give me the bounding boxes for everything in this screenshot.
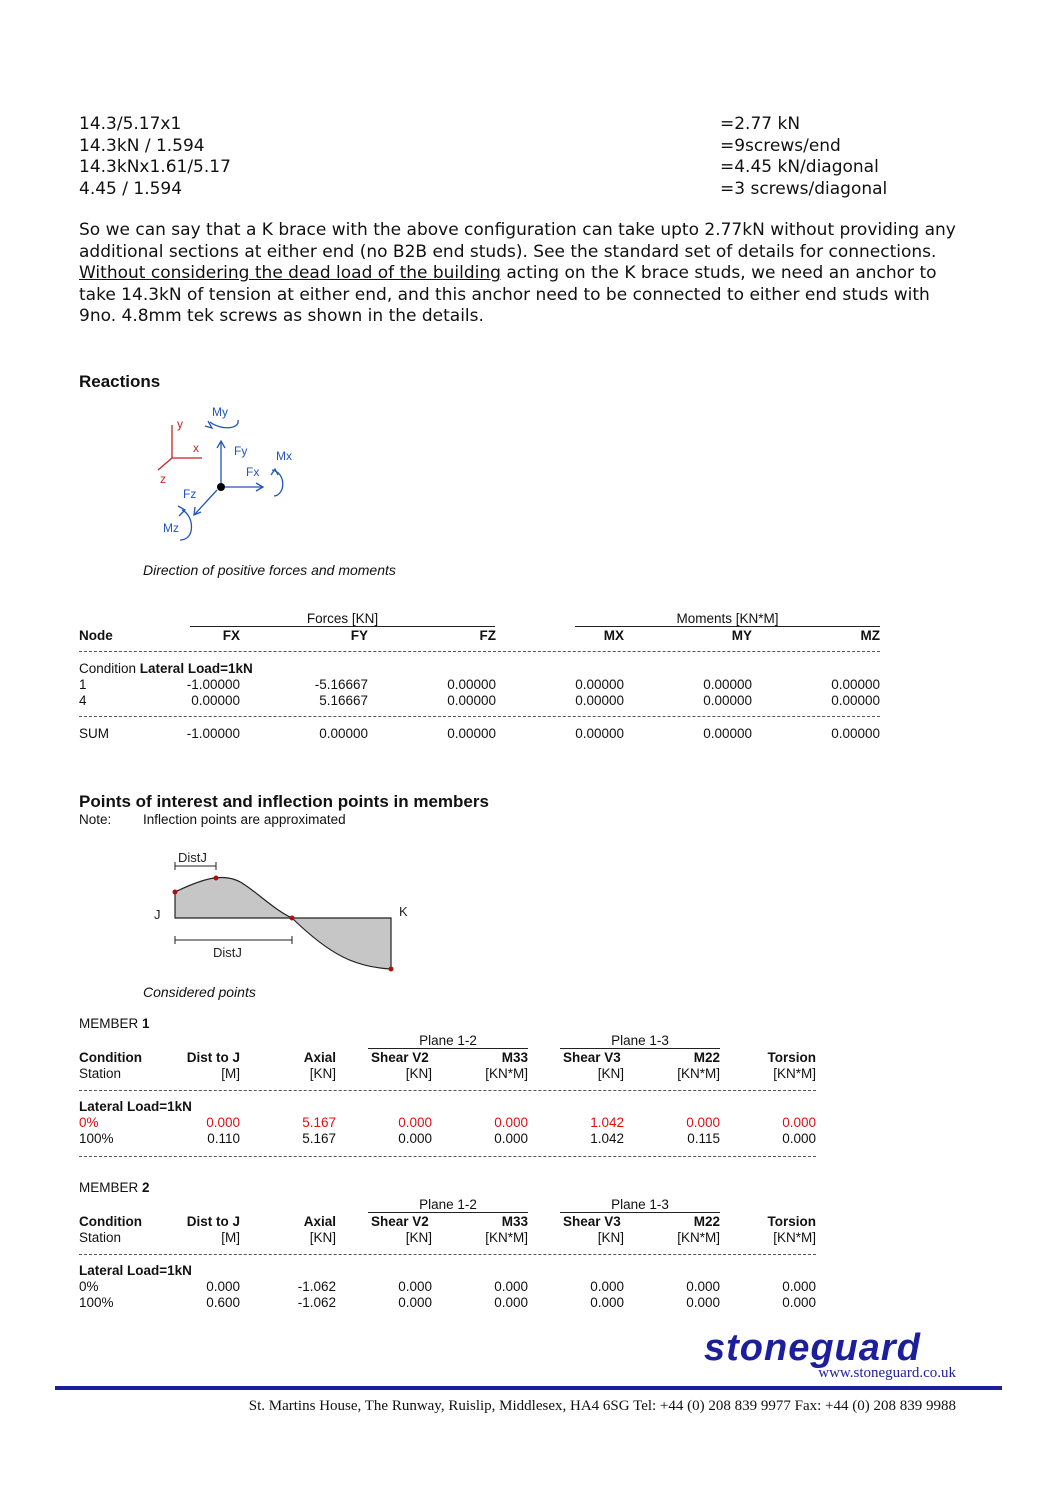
calc-result-2: =9screws/end — [720, 135, 841, 156]
cell-mx: 0.00000 — [575, 693, 624, 708]
cell-station: 100% — [79, 1295, 114, 1310]
unit-torsion: [KN*M] — [773, 1230, 816, 1245]
table-divider — [79, 651, 880, 652]
cell-mx: 0.00000 — [575, 677, 624, 692]
col-fy: FY — [350, 628, 368, 643]
hdr-m22: M22 — [693, 1214, 720, 1229]
poi-caption: Considered points — [143, 984, 256, 1000]
paragraph-part-2: acting on the K brace studs, we need an anchor to take 14.3kN of tension at either end, and this anchor need to be connected to either end studs with 9no. 4.8mm tek screws as shown in the details. — [79, 263, 937, 326]
cell-fx: -1.00000 — [186, 677, 240, 692]
cell-fz: 0.00000 — [447, 677, 496, 692]
hdr-dist: Dist to J — [186, 1214, 240, 1229]
plane13-header: Plane 1-3 — [611, 1033, 669, 1048]
hdr-torsion: Torsion — [767, 1214, 816, 1229]
paragraph-part-1: So we can say that a K brace with the above configuration can take upto 2.77kN without providing any additional sections at either end (no B2B end studs). See the standard set of details for connections. — [79, 220, 956, 262]
unit-torsion: [KN*M] — [773, 1066, 816, 1081]
cell-m22: 0.000 — [686, 1279, 720, 1294]
cell-fx: 0.00000 — [191, 693, 240, 708]
unit-m33: [KN*M] — [485, 1066, 528, 1081]
member-condition: Lateral Load=1kN — [79, 1099, 192, 1114]
calc-expr-3: 14.3kNx1.61/5.17 — [79, 157, 231, 177]
col-mz: MZ — [860, 628, 880, 643]
cell-shear-v3: 1.042 — [590, 1131, 624, 1146]
col-mx: MX — [603, 628, 624, 643]
unit-shear-v2: [KN] — [405, 1066, 432, 1081]
moment-mz-label: Mz — [163, 521, 179, 535]
hdr-shear-v2: Shear V2 — [371, 1214, 429, 1229]
hdr-axial: Axial — [303, 1214, 336, 1229]
cell-shear-v3: 0.000 — [590, 1279, 624, 1294]
condition-prefix: Condition — [79, 661, 140, 676]
unit-m22: [KN*M] — [677, 1230, 720, 1245]
cell-dist: 0.600 — [206, 1295, 240, 1310]
axis-z-label: z — [160, 472, 166, 486]
logo-wordmark: stoneguard — [704, 1327, 921, 1368]
hdr-m33: M33 — [501, 1050, 528, 1065]
plane13-rule — [560, 1212, 720, 1213]
sum-fy: 0.00000 — [319, 726, 368, 741]
poi-note-label: Note: — [79, 812, 112, 827]
forces-group-header: Forces [KN] — [306, 611, 379, 626]
cell-fy: 5.16667 — [319, 693, 368, 708]
hdr-shear-v3: Shear V3 — [563, 1214, 621, 1229]
k-end-label: K — [399, 904, 408, 919]
cell-my: 0.00000 — [703, 677, 752, 692]
calc-result-1: =2.77 kN — [720, 114, 801, 134]
calc-expr-2: 14.3kN / 1.594 — [79, 135, 205, 156]
cell-m33: 0.000 — [494, 1131, 528, 1146]
sum-label: SUM — [79, 726, 109, 741]
hdr-m33: M33 — [501, 1214, 528, 1229]
cell-shear-v2: 0.000 — [398, 1279, 432, 1294]
force-fx-label: Fx — [246, 465, 260, 479]
cell-dist: 0.000 — [206, 1279, 240, 1294]
calc-result-4: =3 screws/diagonal — [720, 178, 888, 199]
cell-my: 0.00000 — [703, 693, 752, 708]
cell-m22: 0.115 — [687, 1131, 720, 1146]
unit-m33: [KN*M] — [485, 1230, 528, 1245]
member-condition: Lateral Load=1kN — [79, 1263, 192, 1278]
cell-axial: 5.167 — [302, 1115, 336, 1130]
unit-m22: [KN*M] — [677, 1066, 720, 1081]
plane12-header: Plane 1-2 — [419, 1197, 477, 1212]
col-my: MY — [731, 628, 752, 643]
table-divider — [79, 1090, 816, 1091]
axis-y-label: y — [177, 417, 183, 431]
stoneguard-logo — [700, 1322, 965, 1368]
plane12-rule — [368, 1212, 528, 1213]
sum-my: 0.00000 — [703, 726, 752, 741]
node-id: 4 — [79, 693, 87, 708]
moment-mx-label: Mx — [276, 449, 292, 463]
poi-note-text: Inflection points are approximated — [143, 812, 346, 827]
moment-diagram-shape — [175, 877, 391, 969]
table-divider — [79, 1156, 816, 1157]
cell-shear-v3: 0.000 — [590, 1295, 624, 1310]
sum-mz: 0.00000 — [831, 726, 880, 741]
cell-shear-v2: 0.000 — [398, 1295, 432, 1310]
col-node: Node — [79, 628, 113, 643]
sum-fz: 0.00000 — [447, 726, 496, 741]
cell-shear-v2: 0.000 — [398, 1131, 432, 1146]
cell-station: 0% — [79, 1115, 99, 1130]
hdr-shear-v3: Shear V3 — [563, 1050, 621, 1065]
force-arrows — [178, 420, 283, 540]
cell-mz: 0.00000 — [831, 693, 880, 708]
table-divider — [79, 716, 880, 717]
cell-dist: 0.000 — [206, 1115, 240, 1130]
moment-my-label: My — [212, 405, 228, 419]
cell-axial: 5.167 — [302, 1131, 336, 1146]
moments-group-header: Moments [KN*M] — [676, 611, 779, 626]
cell-shear-v2: 0.000 — [398, 1115, 432, 1130]
calc-expr-4: 4.45 / 1.594 — [79, 178, 183, 199]
hdr-axial: Axial — [303, 1050, 336, 1065]
member-number: 2 — [142, 1180, 150, 1195]
unit-axial: [KN] — [309, 1230, 336, 1245]
moments-group-rule — [575, 626, 880, 627]
poi-heading: Points of interest and inflection points in members — [79, 792, 489, 811]
footer-rule — [55, 1386, 1002, 1390]
unit-axial: [KN] — [309, 1066, 336, 1081]
footer-address: St. Martins House, The Runway, Ruislip, Middlesex, HA4 6SG Tel: +44 (0) 208 839 9977 Fax: +44 (0) 208 839 9988 — [248, 1398, 956, 1414]
distj-top-label: DistJ — [178, 850, 207, 865]
hdr-condition: Condition — [79, 1214, 142, 1229]
unit-shear-v3: [KN] — [597, 1230, 624, 1245]
col-fx: FX — [222, 628, 240, 643]
reactions-axis-diagram — [150, 400, 320, 550]
unit-dist: [M] — [221, 1066, 240, 1081]
cell-fz: 0.00000 — [447, 693, 496, 708]
unit-dist: [M] — [221, 1230, 240, 1245]
hdr-shear-v2: Shear V2 — [371, 1050, 429, 1065]
plane13-header: Plane 1-3 — [611, 1197, 669, 1212]
cell-torsion: 0.000 — [782, 1115, 816, 1130]
cell-m22: 0.000 — [686, 1115, 720, 1130]
moment-diagram — [145, 845, 425, 980]
plane12-rule — [368, 1048, 528, 1049]
cell-axial: -1.062 — [297, 1295, 336, 1310]
condition-name: Lateral Load=1kN — [139, 661, 253, 676]
force-fz-label: Fz — [183, 487, 197, 501]
cell-m33: 0.000 — [494, 1295, 528, 1310]
cell-axial: -1.062 — [297, 1279, 336, 1294]
paragraph-underlined: Without considering the dead load of the building — [79, 263, 501, 283]
j-end-label: J — [154, 907, 161, 922]
cell-m22: 0.000 — [686, 1295, 720, 1310]
force-fy-label: Fy — [234, 444, 248, 458]
distj-bottom-label: DistJ — [213, 945, 242, 960]
plane12-header: Plane 1-2 — [419, 1033, 477, 1048]
cell-torsion: 0.000 — [782, 1295, 816, 1310]
node-id: 1 — [79, 677, 87, 692]
reactions-caption: Direction of positive forces and moments — [143, 562, 396, 578]
footer-website[interactable]: www.stoneguard.co.uk — [818, 1365, 956, 1381]
unit-shear-v3: [KN] — [597, 1066, 624, 1081]
member-label: MEMBER — [79, 1016, 143, 1031]
col-fz: FZ — [479, 628, 496, 643]
sum-fx: -1.00000 — [186, 726, 240, 741]
cell-station: 0% — [79, 1279, 99, 1294]
axis-x-label: x — [193, 441, 199, 455]
member-number: 1 — [142, 1016, 150, 1031]
forces-group-rule — [190, 626, 495, 627]
cell-m33: 0.000 — [494, 1115, 528, 1130]
hdr-torsion: Torsion — [767, 1050, 816, 1065]
cell-torsion: 0.000 — [782, 1131, 816, 1146]
cell-shear-v3: 1.042 — [590, 1115, 624, 1130]
member-title — [79, 1180, 150, 1195]
cell-torsion: 0.000 — [782, 1279, 816, 1294]
hdr-station: Station — [79, 1066, 122, 1081]
hdr-station: Station — [79, 1230, 122, 1245]
hdr-condition: Condition — [79, 1050, 142, 1065]
member-title — [79, 1016, 150, 1031]
calc-result-3: =4.45 kN/diagonal — [720, 157, 879, 177]
hdr-m22: M22 — [693, 1050, 720, 1065]
cell-fy: -5.16667 — [314, 677, 368, 692]
conclusion-paragraph — [79, 220, 959, 328]
cell-m33: 0.000 — [494, 1279, 528, 1294]
member-label: MEMBER — [79, 1180, 143, 1195]
plane13-rule — [560, 1048, 720, 1049]
unit-shear-v2: [KN] — [405, 1230, 432, 1245]
table-divider — [79, 1254, 816, 1255]
sum-mx: 0.00000 — [575, 726, 624, 741]
cell-dist: 0.110 — [207, 1131, 240, 1146]
cell-station: 100% — [79, 1131, 114, 1146]
calc-expr-1: 14.3/5.17x1 — [79, 114, 182, 134]
hdr-dist: Dist to J — [186, 1050, 240, 1065]
node-dot — [217, 483, 225, 491]
cell-mz: 0.00000 — [831, 677, 880, 692]
reactions-condition — [79, 661, 253, 676]
reactions-heading: Reactions — [79, 372, 161, 391]
